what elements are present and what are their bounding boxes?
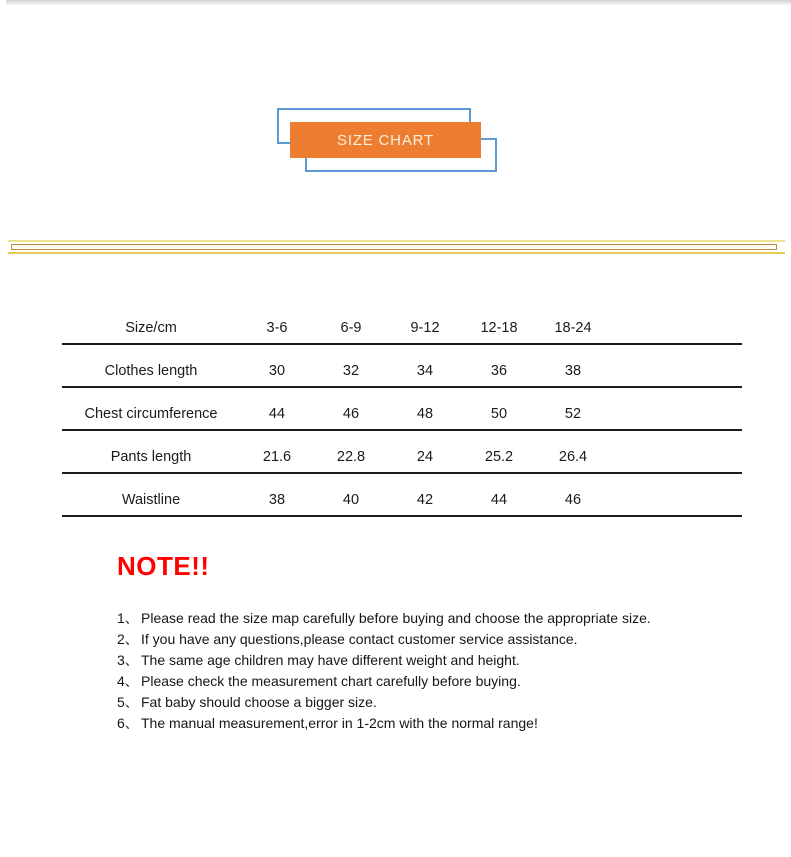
cell-value: 26.4: [558, 449, 588, 465]
gold-divider-top-line: [8, 240, 785, 242]
table-row: [62, 474, 742, 517]
note-item-number: 3、: [117, 652, 139, 668]
cell-value: 38: [564, 363, 582, 379]
note-item-text: The manual measurement,error in 1-2cm with the normal range!: [141, 715, 538, 731]
note-item-text: Fat baby should choose a bigger size.: [141, 694, 377, 710]
note-item-number: 4、: [117, 673, 139, 689]
note-item-number: 2、: [117, 631, 139, 647]
banner-title: SIZE CHART: [337, 131, 434, 149]
note-item-text: Please read the size map carefully before buying and choose the appropriate size.: [141, 610, 651, 626]
cell-value: 22.8: [336, 449, 366, 465]
header-cell: Size/cm: [125, 320, 177, 336]
cell-value: 46: [564, 492, 582, 508]
header-cell: 18-24: [554, 320, 592, 336]
cell-value: 32: [342, 363, 360, 379]
header-cell: 12-18: [480, 320, 518, 336]
gold-divider-bottom-line: [8, 252, 785, 254]
cell-value: 30: [268, 363, 286, 379]
note-item-text: The same age children may have different weight and height.: [141, 652, 520, 668]
cell-value: 44: [268, 406, 286, 422]
gold-divider: [8, 240, 785, 255]
cell-value: 44: [490, 492, 508, 508]
note-item: [117, 671, 677, 692]
note-item-text: If you have any questions,please contact customer service assistance.: [141, 631, 578, 647]
size-chart-banner: [0, 0, 791, 200]
header-cell: 9-12: [410, 320, 440, 336]
table-row: [62, 431, 742, 474]
note-item: [117, 713, 677, 734]
note-item-number: 6、: [117, 715, 139, 731]
cell-value: 48: [416, 406, 434, 422]
row-label: Chest circumference: [84, 406, 218, 422]
note-item: [117, 692, 677, 713]
table-row: [62, 345, 742, 388]
row-label: Clothes length: [104, 363, 198, 379]
row-label: Waistline: [121, 492, 181, 508]
note-item-text: Please check the measurement chart carefully before buying.: [141, 673, 521, 689]
cell-value: 52: [564, 406, 582, 422]
cell-value: 36: [490, 363, 508, 379]
note-item: [117, 629, 677, 650]
note-item: [117, 608, 677, 629]
header-cell: 3-6: [266, 320, 288, 336]
note-heading: NOTE!!: [117, 551, 210, 581]
note-item: [117, 650, 677, 671]
note-item-number: 1、: [117, 610, 139, 626]
size-table-header-row: [62, 302, 742, 345]
note-list: [117, 608, 677, 734]
cell-value: 50: [490, 406, 508, 422]
note-item-number: 5、: [117, 694, 139, 710]
cell-value: 34: [416, 363, 434, 379]
header-cell: 6-9: [340, 320, 362, 336]
cell-value: 42: [416, 492, 434, 508]
cell-value: 25.2: [484, 449, 514, 465]
cell-value: 40: [342, 492, 360, 508]
cell-value: 46: [342, 406, 360, 422]
banner-orange-box: [290, 122, 481, 158]
size-table: [62, 302, 742, 517]
cell-value: 38: [268, 492, 286, 508]
cell-value: 21.6: [262, 449, 292, 465]
row-label: Pants length: [110, 449, 192, 465]
table-row: [62, 388, 742, 431]
gold-divider-middle-bar: [11, 244, 777, 250]
cell-value: 24: [416, 449, 434, 465]
